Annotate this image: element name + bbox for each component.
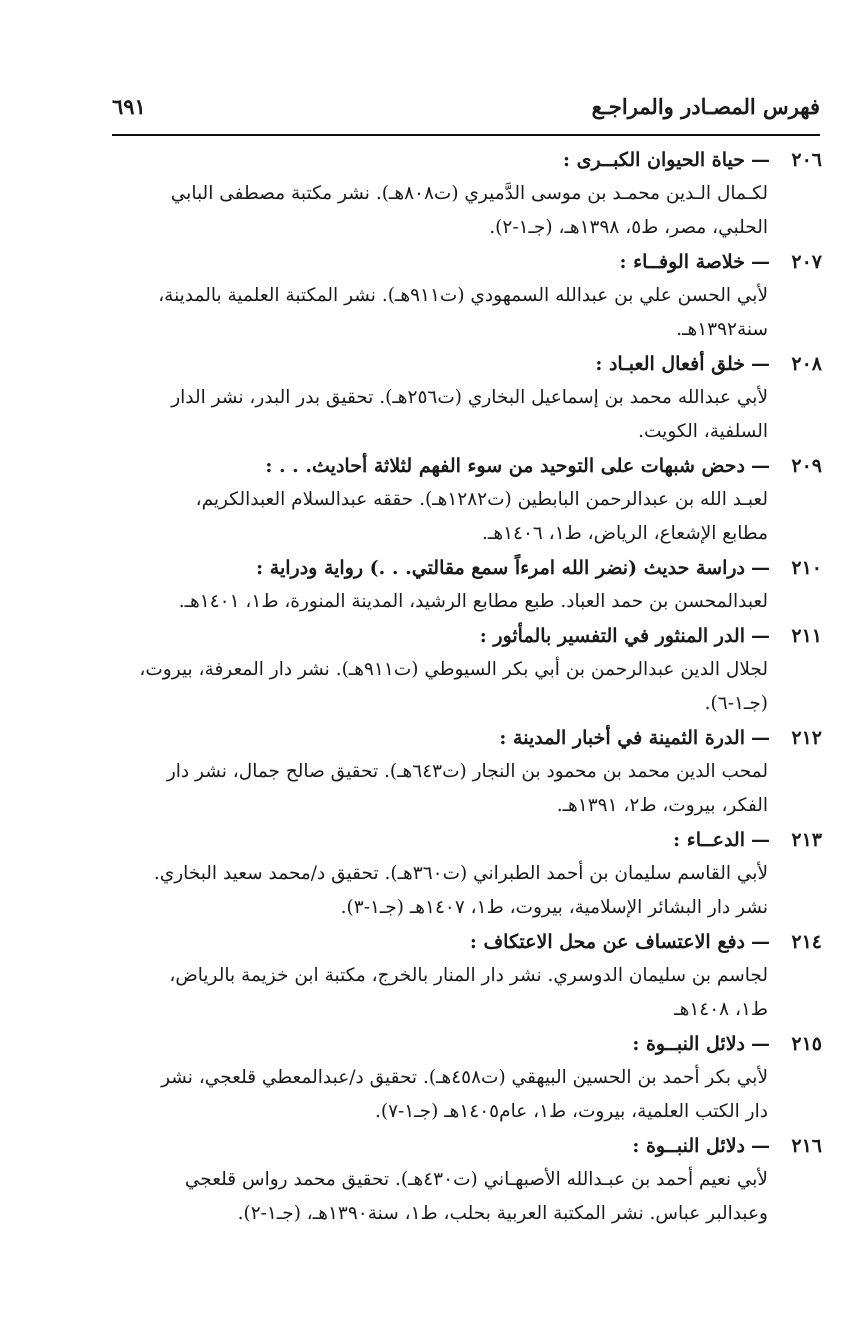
bibliography-entry [106, 1027, 822, 1129]
entry-description-line: لكـمال الـدين محمـد بن موسى الدَّميري (ت٨٠٨هـ). نشر مكتبة مصطفى البابي [170, 183, 768, 204]
entry-dash: — [751, 931, 770, 953]
entry-description-line: سنة١٣٩٢هـ. [676, 319, 768, 340]
entry-title: حياة الحيوان الكبــرى : [563, 149, 745, 171]
entry-description-line: (جـ١-٦). [704, 693, 768, 714]
entry-number: ٢٠٩ [791, 455, 822, 477]
bibliography-entry [106, 1129, 822, 1231]
entry-dash: — [751, 149, 770, 171]
entry-description-line: الحلبي، مصر، ط٥، ١٣٩٨هـ، (جـ١-٢). [489, 217, 768, 238]
entry-description-line: دار الكتب العلمية، بيروت، ط١، عام١٤٠٥هـ (جـ١-٧). [374, 1101, 768, 1122]
entry-description-line: مطابع الإشعاع، الرياض، ط١، ١٤٠٦هـ. [482, 523, 768, 544]
bibliography-entry [106, 143, 822, 245]
entry-description [106, 1061, 822, 1129]
entry-number: ٢١٦ [791, 1135, 822, 1157]
entry-dash: — [751, 455, 770, 477]
entry-title: دفع الاعتساف عن محل الاعتكاف : [469, 931, 745, 953]
bibliography-entry [106, 551, 822, 619]
entry-description-line: لعبدالمحسن بن حمد العباد. طبع مطابع الرشيد، المدينة المنورة، ط١، ١٤٠١هـ. [178, 591, 768, 612]
running-title: فهرس المصـادر والمراجـع [591, 93, 820, 119]
entry-description-line: لأبي الحسن علي بن عبدالله السمهودي (ت٩١١هـ). نشر المكتبة العلمية بالمدينة، [158, 285, 768, 306]
entry-description [106, 177, 822, 245]
entry-description [106, 381, 822, 449]
entry-description [106, 585, 822, 619]
entry-title: دراسة حديث (نضر الله امرءاً سمع مقالتي. . .) رواية ودراية : [256, 557, 745, 579]
entry-title-line [106, 347, 822, 381]
entry-title-line [106, 823, 822, 857]
entry-description [106, 1163, 822, 1231]
bibliography-entry [106, 823, 822, 925]
entry-number: ٢٠٦ [791, 149, 822, 171]
page-header [112, 86, 820, 126]
entry-description-line: ط١، ١٤٠٨هـ [674, 999, 768, 1020]
entry-number: ٢١١ [791, 625, 822, 647]
entry-number: ٢٠٨ [791, 353, 822, 375]
entry-dash: — [751, 251, 770, 273]
entry-description-line: الفكر، بيروت، ط٢، ١٣٩١هـ. [556, 795, 768, 816]
entry-dash: — [751, 1135, 770, 1157]
entry-title: خلق أفعال العبـاد : [595, 353, 745, 375]
entry-dash: — [751, 557, 770, 579]
entry-title-line [106, 925, 822, 959]
entry-title: دلائل النبــوة : [632, 1033, 745, 1055]
page-number: ٦٩١ [112, 93, 146, 119]
bibliography-entry [106, 245, 822, 347]
entry-description-line: وعبدالبر عباس. نشر المكتبة العربية بحلب، ط١، سنة١٣٩٠هـ، (جـ١-٢). [237, 1203, 768, 1224]
entry-number: ٢١٤ [791, 931, 822, 953]
entry-number: ٢١٥ [791, 1033, 822, 1055]
entry-title-line [106, 1027, 822, 1061]
entry-title-line [106, 721, 822, 755]
bibliography-entry [106, 619, 822, 721]
entry-title: الدعــاء : [673, 829, 745, 851]
entry-description-line: لجلال الدين عبدالرحمن بن أبي بكر السيوطي (ت٩١١هـ). نشر دار المعرفة، بيروت، [139, 659, 768, 680]
entry-description [106, 959, 822, 1027]
entry-title: خلاصة الوفــاء : [619, 251, 745, 273]
entry-title: الدرة الثمينة في أخبار المدينة : [499, 727, 745, 749]
entry-description [106, 483, 822, 551]
entry-number: ٢١٣ [791, 829, 822, 851]
bibliography-entry [106, 721, 822, 823]
entry-description-line: لمحب الدين محمد بن محمود بن النجار (ت٦٤٣هـ). تحقيق صالح جمال، نشر دار [166, 761, 768, 782]
entry-number: ٢١٠ [791, 557, 822, 579]
entry-dash: — [751, 625, 770, 647]
entry-description [106, 755, 822, 823]
entry-title: دحض شبهات على التوحيد من سوء الفهم لثلاثة أحاديث. . . : [265, 455, 745, 477]
entry-number: ٢١٢ [791, 727, 822, 749]
entry-title-line [106, 619, 822, 653]
entry-dash: — [751, 829, 770, 851]
entry-dash: — [751, 1033, 770, 1055]
entry-dash: — [751, 727, 770, 749]
entry-description-line: لأبي نعيم أحمد بن عبـدالله الأصبهـاني (ت٤٣٠هـ). تحقيق محمد رواس قلعجي [184, 1169, 768, 1190]
entry-description-line: لأبي بكر أحمد بن الحسين البيهقي (ت٤٥٨هـ). تحقيق د/عبدالمعطي قلعجي، نشر [161, 1067, 768, 1088]
entry-number: ٢٠٧ [791, 251, 822, 273]
bibliography-entry [106, 347, 822, 449]
header-rule [112, 134, 820, 136]
entry-title: الدر المنثور في التفسير بالمأثور : [479, 625, 745, 647]
entry-title-line [106, 449, 822, 483]
entry-description-line: السلفية، الكويت. [638, 421, 768, 442]
entry-title-line [106, 1129, 822, 1163]
entry-description [106, 279, 822, 347]
entry-title-line [106, 551, 822, 585]
entry-description-line: لجاسم بن سليمان الدوسري. نشر دار المنار بالخرج، مكتبة ابن خزيمة بالرياض، [169, 965, 768, 986]
entry-title: دلائل النبــوة : [632, 1135, 745, 1157]
entry-title-line [106, 245, 822, 279]
entry-description-line: نشر دار البشائر الإسلامية، بيروت، ط١، ١٤٠٧هـ (جـ١-٣). [340, 897, 768, 918]
entry-description-line: لأبي القاسم سليمان بن أحمد الطبراني (ت٣٦٠هـ). تحقيق د/محمد سعيد البخاري. [153, 863, 768, 884]
bibliography-entry [106, 449, 822, 551]
entry-description-line: لأبي عبدالله محمد بن إسماعيل البخاري (ت٢٥٦هـ). تحقيق بدر البدر، نشر الدار [171, 387, 768, 408]
entry-description-line: لعبـد الله بن عبدالرحمن البابطين (ت١٢٨٢هـ). حققه عبدالسلام العبدالكريم، [195, 489, 768, 510]
entry-title-line [106, 143, 822, 177]
entry-description [106, 653, 822, 721]
bibliography-entry [106, 925, 822, 1027]
entry-dash: — [751, 353, 770, 375]
bibliography-list [106, 143, 822, 1231]
entry-description [106, 857, 822, 925]
